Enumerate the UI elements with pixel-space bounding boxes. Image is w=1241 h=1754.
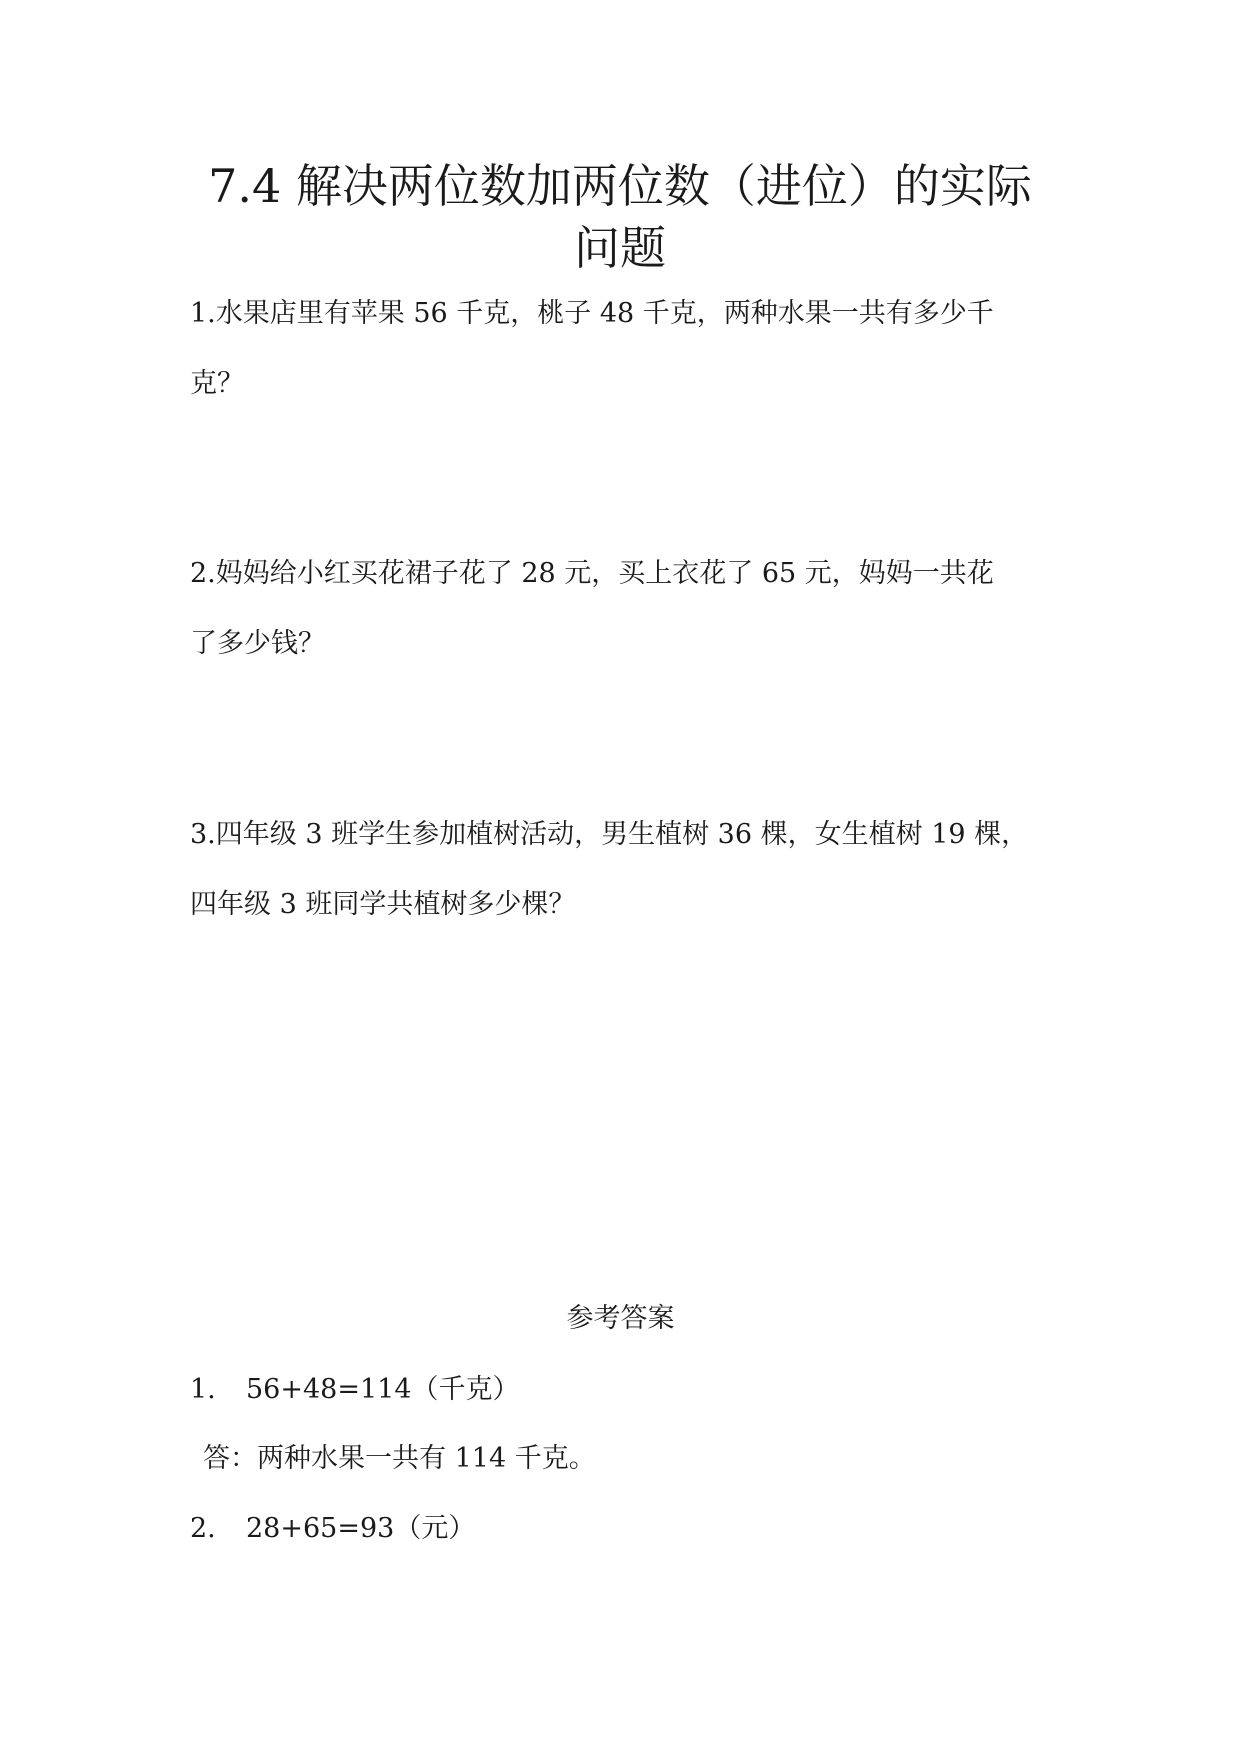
page-title-line-1: 7.4 解决两位数加两位数（进位）的实际 [208, 159, 1032, 213]
question-2-line-1: 2.妈妈给小红买花裙子花了 28 元，买上衣花了 65 元，妈妈一共花 [190, 558, 994, 589]
answer-1-equation-line [190, 1372, 520, 1408]
question-2-line-2: 了多少钱？ [190, 628, 325, 659]
page-title-line-2: 问题 [574, 221, 666, 275]
question-1-line-1: 1.水果店里有苹果 56 千克，桃子 48 千克，两种水果一共有多少千 [190, 298, 994, 329]
answer-2-number: 2. [190, 1513, 216, 1544]
answer-2-equation: 28+65=93（元） [246, 1513, 476, 1544]
answer-1-number: 1. [190, 1374, 216, 1405]
question-3-line-2: 四年级 3 班同学共植树多少棵？ [190, 889, 576, 920]
answer-1-equation: 56+48=114（千克） [246, 1374, 520, 1405]
answer-2-equation-line [190, 1511, 475, 1547]
answer-1-statement: 答：两种水果一共有 114 千克。 [203, 1443, 596, 1474]
question-3-line-1: 3.四年级 3 班学生参加植树活动，男生植树 36 棵，女生植树 19 棵， [190, 819, 1029, 850]
question-1-line-2: 克？ [190, 368, 244, 399]
answer-key-heading: 参考答案 [566, 1303, 675, 1334]
